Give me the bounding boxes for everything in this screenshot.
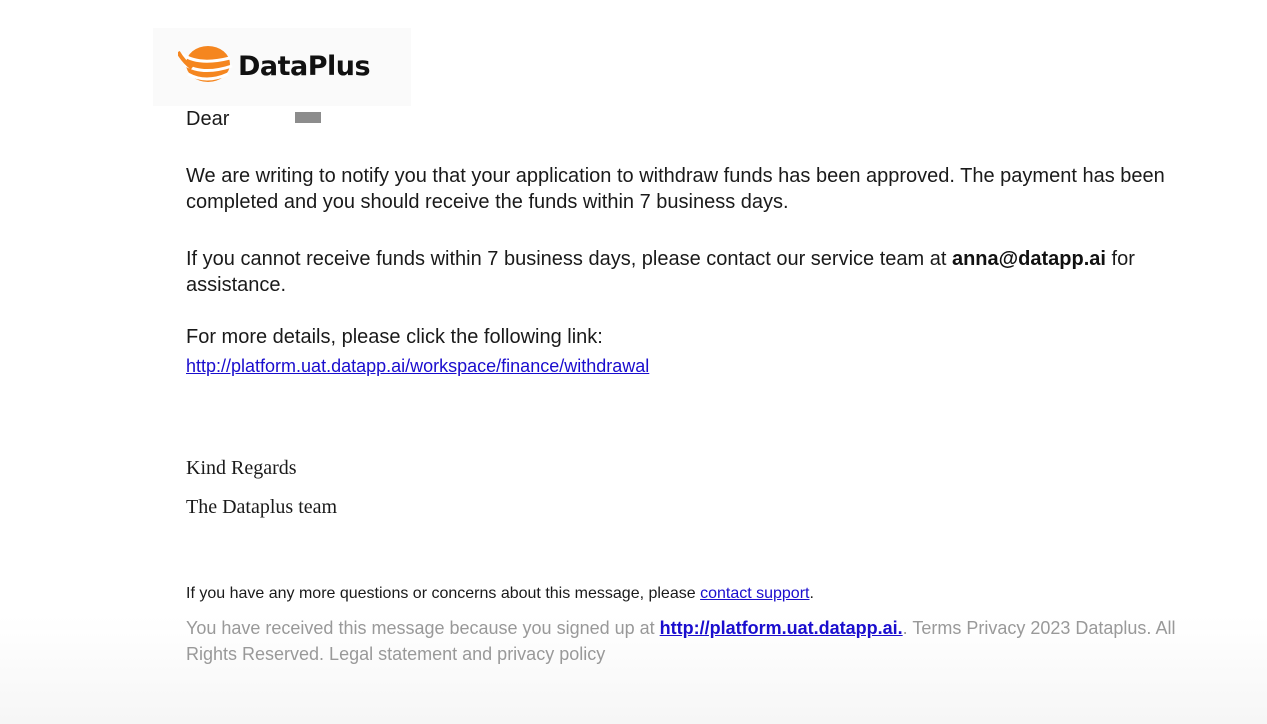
- dataplus-logo-icon: [178, 44, 234, 88]
- approval-paragraph: We are writing to notify you that your application to withdraw funds has been approved. The payment has been completed and you should receive the funds within 7 business days.: [186, 165, 1165, 213]
- footer-questions: [186, 583, 814, 605]
- footer-signup-text: You have received this message because you signed up at: [186, 618, 660, 638]
- footer-legal-text: . Terms Privacy 2023 Dataplus. All Rights Reserved. Legal statement and privacy policy: [186, 618, 1176, 664]
- footer-legal: [186, 615, 1186, 667]
- contact-text-before: If you cannot receive funds within 7 business days, please contact our service team at: [186, 248, 952, 270]
- greeting-text: Dear: [186, 108, 230, 130]
- closing-text: Kind Regards: [186, 457, 297, 479]
- withdrawal-details-link[interactable]: http://platform.uat.datapp.ai/workspace/finance/withdrawal: [186, 356, 650, 376]
- contact-text-after: for assistance.: [186, 248, 1135, 296]
- footer-questions-end: .: [809, 585, 814, 602]
- contact-support-link[interactable]: contact support: [700, 585, 810, 602]
- details-paragraph: For more details, please click the following link:: [186, 326, 603, 348]
- contact-paragraph: [186, 246, 1186, 298]
- brand-name: DataPlus: [238, 50, 371, 82]
- redacted-name-block: [295, 112, 321, 123]
- platform-link[interactable]: http://platform.uat.datapp.ai.: [659, 618, 903, 638]
- support-email: anna@datapp.ai: [951, 248, 1106, 270]
- signature-text: The Dataplus team: [186, 496, 338, 518]
- brand-logo: [178, 44, 370, 88]
- greeting-line: [186, 106, 321, 132]
- footer-questions-text: If you have any more questions or concerns about this message, please: [186, 585, 701, 602]
